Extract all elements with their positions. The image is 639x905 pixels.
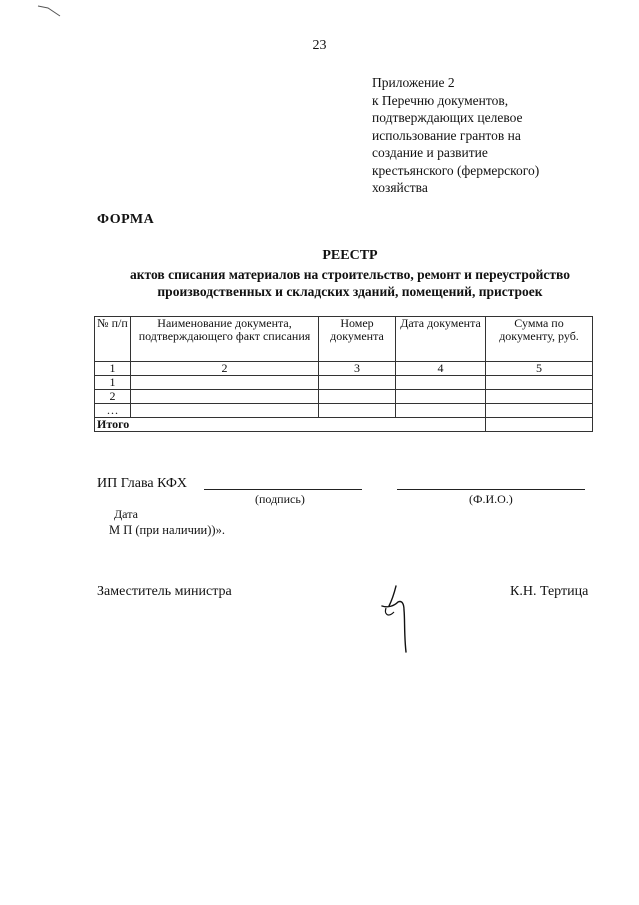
signature-line: [204, 489, 362, 490]
table-cell: 5: [486, 362, 593, 376]
table-row: [95, 390, 593, 404]
table-cell: [486, 404, 593, 418]
appendix-line: к Перечню документов,: [372, 92, 509, 108]
table-row: [95, 376, 593, 390]
table-cell: 3: [319, 362, 396, 376]
name-line: [397, 489, 585, 490]
registry-title: РЕЕСТР: [322, 248, 378, 263]
appendix-line: хозяйства: [372, 180, 428, 195]
table-cell: [131, 376, 319, 390]
table-cell: [486, 390, 593, 404]
total-label: Итого: [95, 418, 486, 432]
subtitle-line: производственных и складских зданий, помещений, пристроек: [157, 284, 543, 299]
page-number: 23: [312, 38, 327, 53]
handwritten-signature-icon: [372, 584, 422, 656]
header-number: № п/п: [95, 317, 131, 362]
table-cell: [131, 390, 319, 404]
table-cell: …: [95, 404, 131, 418]
table-numbering-row: [95, 362, 593, 376]
header-document-date: Дата документа: [396, 317, 486, 362]
table-cell: [319, 404, 396, 418]
header-document-number: Номер документа: [319, 317, 396, 362]
table-header-row: [95, 317, 593, 362]
subtitle-line: актов списания материалов на строительство, ремонт и переустройство: [130, 267, 570, 282]
scan-mark: [36, 0, 66, 20]
table-cell: 2: [131, 362, 319, 376]
table-cell: 1: [95, 376, 131, 390]
deputy-name: К.Н. Тертица: [510, 584, 589, 599]
table-cell: [319, 390, 396, 404]
appendix-line: Приложение 2: [372, 75, 455, 90]
total-value: [486, 418, 593, 432]
table-cell: [396, 376, 486, 390]
table-row: [95, 404, 593, 418]
table-cell: [131, 404, 319, 418]
date-label: Дата: [114, 507, 138, 521]
appendix-line: использование грантов на: [372, 127, 521, 143]
table-cell: [396, 404, 486, 418]
table-cell: [396, 390, 486, 404]
table-cell: 4: [396, 362, 486, 376]
table-cell: 2: [95, 390, 131, 404]
form-label: ФОРМА: [97, 212, 155, 227]
table-total-row: [95, 418, 593, 432]
signature-caption: (подпись): [255, 492, 305, 506]
header-amount: Сумма по документу, руб.: [486, 317, 593, 362]
appendix-note: [372, 74, 612, 197]
table-cell: [319, 376, 396, 390]
appendix-line: крестьянского (фермерского): [372, 162, 540, 178]
table-cell: 1: [95, 362, 131, 376]
signer-label: ИП Глава КФХ: [97, 476, 187, 491]
appendix-line: создание и развитие: [372, 145, 488, 160]
registry-subtitle: [50, 266, 639, 300]
name-caption: (Ф.И.О.): [469, 492, 513, 506]
deputy-title: Заместитель министра: [97, 584, 232, 599]
header-document-name: Наименование документа, подтверждающего факт списания: [131, 317, 319, 362]
appendix-line: подтверждающих целевое: [372, 110, 523, 125]
registry-table: [94, 316, 593, 432]
stamp-label: М П (при наличии))».: [109, 523, 225, 537]
table-cell: [486, 376, 593, 390]
